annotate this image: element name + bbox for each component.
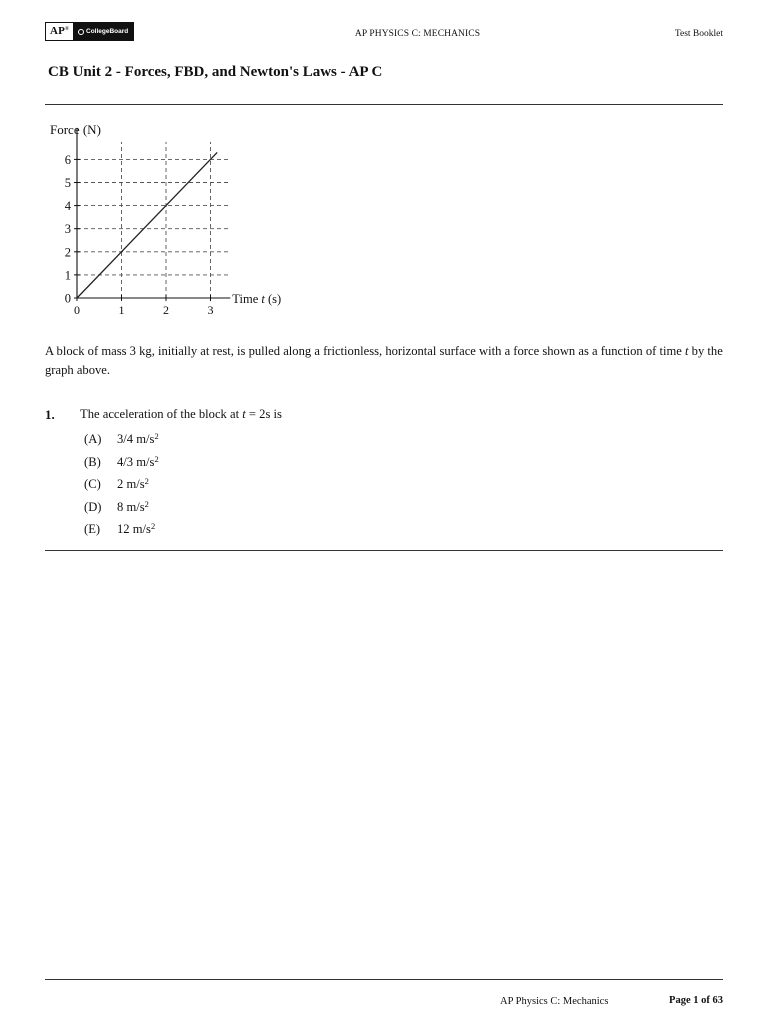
answer-choice-d[interactable]: (D) 8 m/s $^2$: [84, 498, 149, 514]
footer-title: AP Physics C: Mechanics: [500, 996, 609, 1007]
footer-divider: [45, 979, 723, 980]
x-tick-label-1: 1: [118, 303, 125, 317]
x-axis-label: Time t (s): [232, 292, 282, 306]
y-tick-label-0: 0: [64, 291, 71, 306]
logo-collegeboard-mark: CollegeBoard: [74, 22, 134, 41]
exam-title: AP PHYSICS C: MECHANICS: [354, 29, 481, 39]
logo-ap-mark: AP®: [45, 22, 74, 41]
y-tick-label-4: 4: [64, 199, 71, 214]
answer-choice-c[interactable]: (C) 2 m/s $^2$: [84, 476, 149, 491]
problem-stem: A block of mass 3 kg, initially at rest, is pulled along a frictionless, horizontal surface with a force shown as a function of time t by the graph above.: [45, 344, 723, 377]
x-tick-label-2: 2: [163, 303, 169, 317]
x-tick-label-3: 3: [207, 303, 214, 317]
document-title: CB Unit 2 - Forces, FBD, and Newton's Laws - AP C: [48, 64, 383, 80]
answer-choice-a[interactable]: (A) 3/4 m/s $^2$: [84, 431, 159, 446]
y-axis-label: Force (N): [50, 122, 101, 137]
y-tick-label-5: 5: [64, 176, 71, 190]
data-series-line-0: [77, 152, 217, 298]
y-tick-label-6: 6: [64, 152, 71, 167]
title-divider: [45, 104, 723, 105]
answer-choices: [84, 432, 159, 545]
question-text: The acceleration of the block at t = 2s is: [80, 407, 282, 421]
force-time-chart: [42, 118, 312, 323]
y-tick-label-2: 2: [64, 245, 71, 260]
question-number: 1.: [45, 407, 55, 422]
y-tick-label-3: 3: [64, 222, 71, 237]
y-tick-label-1: 1: [64, 268, 71, 283]
answer-choice-b[interactable]: (B) 4/3 m/s $^2$: [84, 453, 159, 469]
question-divider: [45, 550, 723, 551]
x-tick-label-0: 0: [74, 303, 80, 317]
page-number: Page 1 of 63: [669, 995, 723, 1006]
booklet-label: Test Booklet: [674, 29, 723, 39]
answer-choice-e[interactable]: (E) 12 m/s $^2$: [84, 521, 156, 536]
